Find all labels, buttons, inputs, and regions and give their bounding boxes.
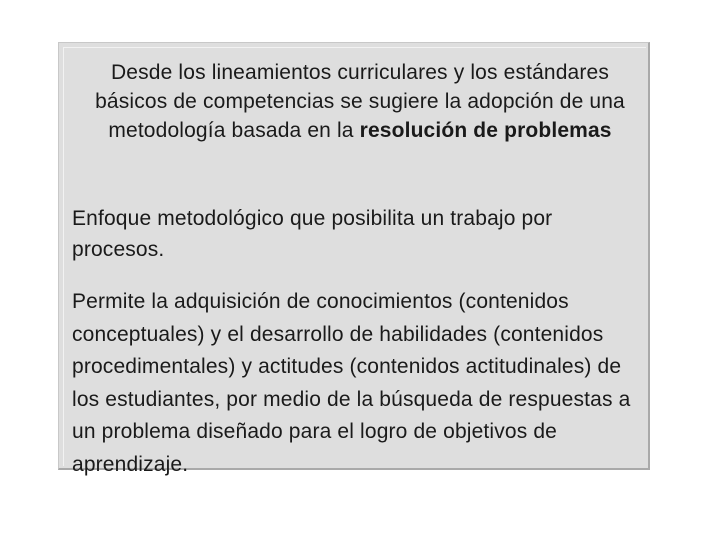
intro-bold-text: resolución de problemas	[359, 119, 612, 142]
intro-paragraph	[72, 58, 648, 145]
paragraph-acquisition-description: Permite la adquisición de conocimientos (contenidos conceptuales) y el desarrollo de habilidades (contenidos procedimentales) y actitudes (contenidos actitudinales) de los estudiantes, por medio de la búsqueda de respuestas a un problema diseñado para el logro de objetivos de aprendizaje.	[72, 290, 631, 476]
intro-text: Desde los lineamientos curriculares y los estándares básicos de competencias se sugiere la adopción de una metodología basada en la	[95, 61, 625, 142]
paragraph-methodological-approach: Enfoque metodológico que posibilita un trabajo por procesos.	[72, 207, 553, 261]
